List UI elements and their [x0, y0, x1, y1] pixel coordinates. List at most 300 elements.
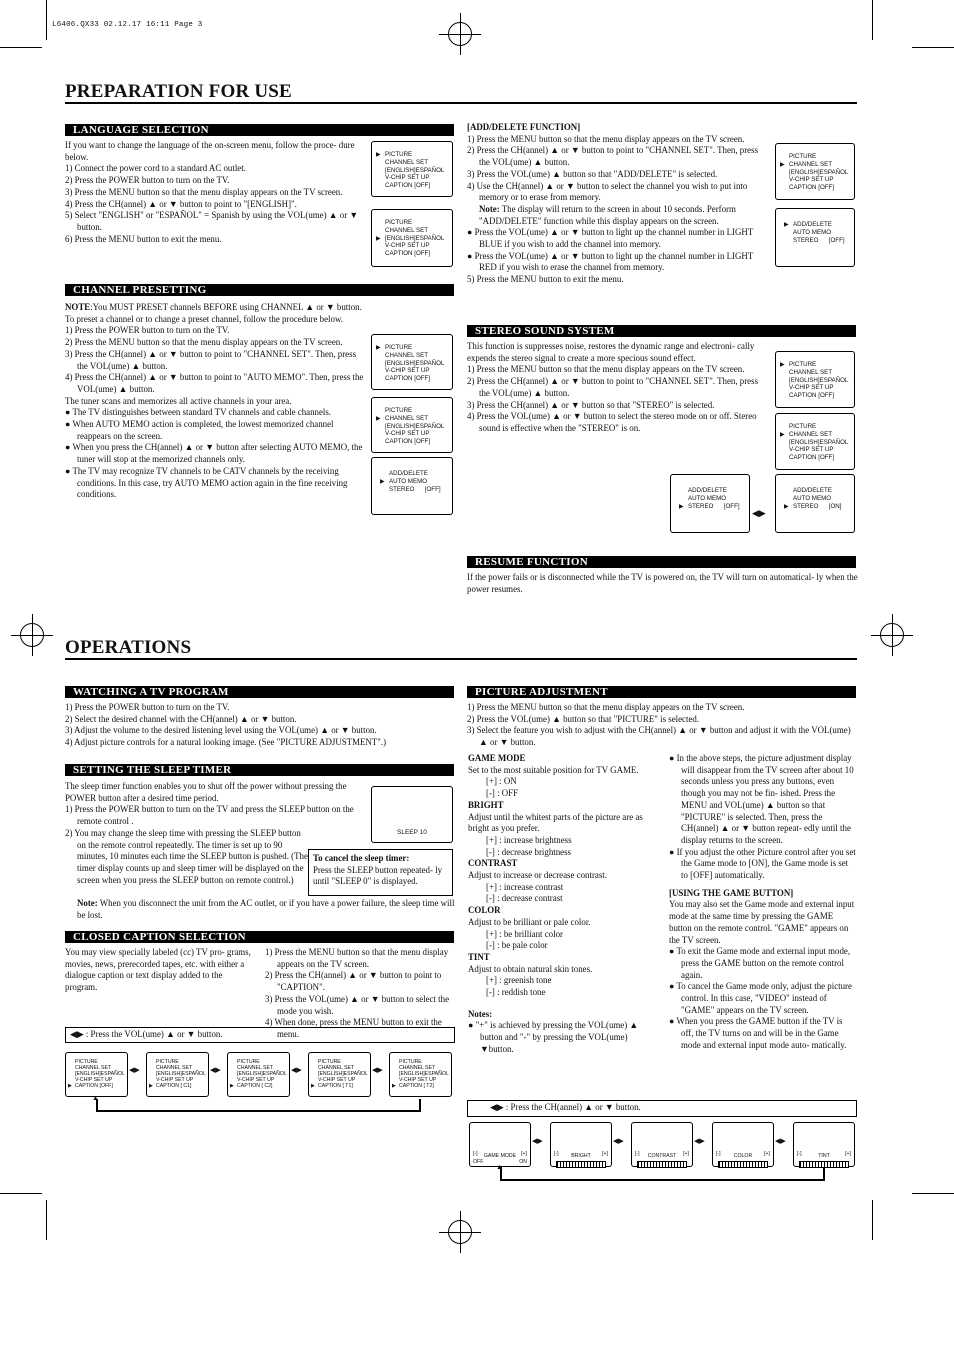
pointer-icon: ▶: [780, 430, 785, 438]
bullet-icon: ●: [467, 227, 473, 238]
registration-mark-icon: [20, 623, 44, 647]
section-rule: [65, 658, 857, 660]
bullet-icon: ●: [669, 846, 675, 857]
picture-step: 3) Select the feature you wish to adjust with the CH(annel) ▲ or ▼ button and adjust it with the VOL(ume) ▲ or ▼ button.: [467, 725, 851, 748]
slider-minus: [-]: [473, 1151, 478, 1157]
option-desc: Adjust until the whitest parts of the picture are as bright as you prefer.: [468, 811, 643, 834]
osd-line-text: CAPTION [ C2]: [237, 1083, 273, 1090]
osd-line: V-CHIP SET UP: [385, 367, 430, 375]
picture-instructions: [467, 702, 859, 749]
channel-step: 2) Press the MENU button so that the menu display appears on the TV screen.: [65, 337, 343, 348]
option-desc: Adjust to obtain natural skin tones.: [468, 963, 593, 974]
add-delete-step: 2) Press the CH(annel) ▲ or ▼ button to point to "CHANNEL SET". Then, press the VOL(ume) ▲ button.: [467, 145, 759, 168]
slider-plus: [+]: [764, 1151, 770, 1157]
osd-line: PICTURE: [789, 153, 817, 160]
notes-label: Notes:: [468, 1008, 493, 1019]
add-delete-heading: [ADD/DELETE FUNCTION]: [467, 122, 581, 132]
osd-menu-stereo-2: [775, 413, 855, 470]
bullet-text: The TV distinguishes between standard TV channels and cable channels.: [72, 407, 332, 418]
language-step: 6) Press the MENU button to exit the menu.: [65, 233, 222, 244]
cycle-arrow-line: [419, 1099, 421, 1112]
option-plus: [+] : increase brightness: [486, 834, 572, 845]
osd-line: CHANNEL SET: [385, 226, 429, 234]
option-title: GAME MODE: [468, 753, 526, 763]
osd-line: V-CHIP SET UP: [385, 174, 430, 182]
pointer-icon: ▶: [392, 1083, 396, 1090]
bullet-text: To cancel the Game mode only, adjust the picture control. In this case, "VIDEO" instead of "GAME" appears on the TV screen.: [676, 981, 852, 1015]
osd-menu-stereo-off: [670, 474, 750, 533]
add-delete-note: [467, 204, 763, 227]
channel-instructions: [65, 302, 367, 501]
osd-line: [ENGLISH]ESPAÑOL: [385, 234, 445, 242]
sleep-instructions: [65, 781, 367, 828]
double-arrow-icon: ◀▶: [129, 1066, 140, 1074]
osd-line: [149, 1083, 206, 1090]
option-desc: Adjust to increase or decrease contrast.: [468, 870, 607, 881]
osd-line: V-CHIP SET UP: [789, 176, 834, 184]
language-instructions: [65, 140, 367, 245]
osd-line: CAPTION [OFF]: [789, 454, 835, 462]
caption-step: 2) Press the CH(annel) ▲ or ▼ button to point to "CAPTION".: [265, 970, 442, 993]
osd-line: ADD/DELETE: [793, 487, 832, 494]
language-step: 5) Select "ENGLISH" or "ESPAÑOL" = Spanish by using the VOL(ume) ▲ or ▼ button.: [65, 210, 359, 232]
double-arrow-icon: ◀▶: [372, 1066, 383, 1074]
osd-line: CAPTION [OFF]: [789, 184, 835, 192]
cancel-sleep-box: [308, 849, 453, 896]
osd-line-text: CAPTION [OFF]: [75, 1083, 113, 1090]
osd-line: AUTO MEMO: [389, 477, 428, 485]
bullet-icon: ●: [669, 753, 675, 763]
osd-line: PICTURE: [385, 407, 413, 414]
option-minus: [-] : be pale color: [486, 940, 548, 951]
cycle-arrow-line: [500, 1179, 824, 1181]
crop-mark: [46, 0, 47, 40]
channel-presetting-heading: CHANNEL PRESETTING: [65, 284, 454, 296]
osd-menu-caption-1: [65, 1052, 128, 1097]
bullet-icon: ●: [65, 442, 71, 453]
bullet-icon: ●: [669, 981, 675, 992]
slider-minus: [-]: [797, 1151, 802, 1157]
osd-line: PICTURE: [789, 423, 817, 430]
double-arrow-icon: ◀▶: [210, 1066, 221, 1074]
crop-mark: [912, 1193, 954, 1194]
channel-intro: To preset a channel or to change a preset channel, follow the procedure below.: [65, 313, 344, 324]
language-intro: If you want to change the language of the on-screen menu, follow the proce- dure below.: [65, 140, 355, 162]
osd-line: [ENGLISH]ESPAÑOL: [385, 359, 445, 367]
osd-line-text: V-CHIP SET UP: [318, 1077, 356, 1084]
slider-label: COLOR: [733, 1153, 753, 1159]
option-desc: Adjust to be brilliant or pale color.: [468, 916, 591, 927]
pointer-icon: ▶: [679, 502, 684, 510]
section-title-operations: OPERATIONS: [65, 637, 192, 658]
picture-step: 2) Press the VOL(ume) ▲ button so that "PICTURE" is selected.: [467, 713, 700, 724]
watching-step: 2) Select the desired channel with the CH(annel) ▲ or ▼ button.: [65, 713, 297, 724]
option-title: BRIGHT: [468, 799, 504, 810]
add-delete-step: 1) Press the MENU button so that the menu display appears on the TV screen.: [467, 133, 745, 144]
osd-line: CHANNEL SET: [789, 368, 833, 376]
add-delete-step: 5) Press the MENU button to exit the menu.: [467, 274, 624, 285]
add-delete-step: 3) Press the VOL(ume) ▲ button so that "ADD/DELETE" is selected.: [467, 168, 718, 179]
osd-menu-stereo-1: [775, 351, 855, 408]
print-slug: L6406.QX33 02.12.17 16:11 Page 3: [52, 21, 203, 29]
crop-mark: [872, 0, 873, 40]
stereo-step: 1) Press the MENU button so that the menu display appears on the TV screen.: [467, 364, 745, 375]
slider-label: GAME MODE: [483, 1153, 517, 1159]
osd-menu-channel-1: [371, 334, 453, 390]
osd-line: SLEEP 10: [397, 829, 427, 836]
add-delete-step: 4) Use the CH(annel) ▲ or ▼ button to select the channel you wish to put into memory or to erase from memory.: [467, 180, 748, 203]
osd-menu-add-delete-2: [775, 208, 855, 267]
osd-sleep-display: [371, 786, 453, 843]
note-text: :You MUST PRESET channels BEFORE using CHANNEL ▲ or ▼ button.: [90, 302, 362, 312]
option-desc: Set to the most suitable position for TV GAME.: [468, 764, 639, 775]
caption-intro: You may view specially labeled (cc) TV pro- grams, movies, news, prerecorded tapes, etc. with either a dialogue caption or text display added to the program.: [65, 947, 251, 993]
osd-line: ADD/DELETE: [793, 221, 832, 228]
osd-line: STEREO [OFF]: [389, 485, 441, 493]
language-step: 3) Press the MENU button so that the menu display appears on the TV screen.: [65, 186, 343, 197]
osd-line-text: CHANNEL SET: [399, 1065, 436, 1072]
caption-legend: [65, 1027, 455, 1043]
crop-mark: [0, 47, 42, 48]
double-arrow-icon: ◀▶: [775, 1137, 786, 1145]
osd-line: CHANNEL SET: [385, 351, 429, 359]
note-label: NOTE: [65, 302, 91, 312]
bullet-text: When AUTO MEMO action is completed, the lowest memorized channel reappears on the screen.: [72, 419, 334, 441]
game-bullet: [669, 981, 857, 1016]
slider-label: BRIGHT: [571, 1153, 591, 1159]
channel-bullet: [65, 466, 367, 501]
bullet-icon: ●: [467, 250, 473, 261]
picture-step: 1) Press the MENU button so that the menu display appears on the TV screen.: [467, 702, 745, 712]
slider-plus: [+]: [521, 1151, 527, 1157]
osd-line: [392, 1083, 449, 1090]
sleep-note: [65, 898, 455, 921]
picture-options: [468, 753, 658, 1056]
option-minus: [-] : decrease contrast: [486, 893, 563, 904]
stereo-step: 2) Press the CH(annel) ▲ or ▼ button to point to "CHANNEL SET". Then, press the VOL(ume) ▲ button.: [467, 376, 759, 398]
osd-line: ADD/DELETE: [688, 487, 727, 494]
stereo-sound-heading: STEREO SOUND SYSTEM: [467, 325, 856, 337]
note-label: Note:: [77, 898, 98, 908]
osd-line-text: [ENGLISH]ESPAÑOL: [156, 1071, 206, 1078]
crop-mark: [872, 1200, 873, 1240]
sleep-intro: The sleep timer function enables you to shut off the power without pressing the POWER button after a desired time period.: [65, 781, 347, 803]
bullet-icon: ●: [65, 407, 71, 418]
osd-menu-channel-3: [371, 457, 453, 515]
double-arrow-icon: ◀▶: [613, 1137, 624, 1145]
slider-bar: [718, 1161, 768, 1168]
picture-legend: [467, 1100, 857, 1117]
osd-line-text: V-CHIP SET UP: [156, 1077, 194, 1084]
stereo-step: 3) Press the CH(annel) ▲ or ▼ button so that "STEREO" is selected.: [467, 399, 715, 410]
osd-line-text: V-CHIP SET UP: [75, 1077, 113, 1084]
osd-line: V-CHIP SET UP: [789, 446, 834, 454]
note-label: Note:: [479, 203, 500, 214]
notes-text: "+" is achieved by pressing the VOL(ume) ▲ button and "-" by pressing the VOL(ume) ▼button.: [475, 1020, 639, 1054]
osd-line: CAPTION [OFF]: [385, 438, 431, 446]
osd-menu-caption-3: [227, 1052, 290, 1097]
pointer-icon: ▶: [380, 477, 385, 485]
game-button-heading: [USING THE GAME BUTTON]: [669, 887, 794, 898]
caption-step: 1) Press the MENU button so that the menu display appears on the TV screen.: [265, 947, 449, 969]
pointer-icon: ▶: [149, 1083, 153, 1090]
osd-menu-language-2: [371, 209, 453, 267]
picture-legend-text: : Press the CH(annel) ▲ or ▼ button.: [505, 1102, 641, 1112]
osd-line-text: CHANNEL SET: [156, 1065, 193, 1072]
osd-slider-5: [793, 1122, 855, 1167]
bullet-text: When you press the GAME button if the TV is off, the TV turns on and will be in the Game mode and external input mode auto- matically.: [676, 1016, 847, 1050]
osd-line: [311, 1083, 368, 1090]
bullet-icon: ●: [669, 1016, 675, 1027]
osd-line-text: CAPTION [ T2]: [399, 1083, 434, 1090]
osd-line-text: CAPTION [ T1]: [318, 1083, 353, 1090]
pointer-icon: ▶: [376, 151, 381, 158]
osd-line: CAPTION [OFF]: [385, 250, 431, 258]
double-arrow-icon: ◀▶: [752, 508, 766, 518]
bullet-text: To exit the Game mode and external input mode, press the GAME button on the remote control again.: [676, 946, 851, 980]
stereo-step: 4) Press the VOL(ume) ▲ or ▼ button to select the stereo mode on or off. Stereo sound is effective when the "STEREO" is on.: [467, 411, 757, 433]
osd-line: [230, 1083, 287, 1090]
slider-bar: [556, 1161, 606, 1168]
option-title: CONTRAST: [468, 858, 518, 869]
watching-tv-heading: WATCHING A TV PROGRAM: [65, 686, 454, 698]
slider-minus: [-]: [554, 1151, 559, 1157]
arrow-up-icon: ▲: [496, 1163, 503, 1171]
watching-step: 4) Adjust picture controls for a natural looking image. (See "PICTURE ADJUSTMENT".): [65, 737, 387, 748]
osd-menu-caption-2: [146, 1052, 209, 1097]
option-title: COLOR: [468, 905, 501, 916]
slider-on-label: ON: [519, 1159, 527, 1165]
osd-line-text: CHANNEL SET: [75, 1065, 112, 1072]
pointer-icon: ▶: [376, 234, 381, 242]
picture-right-column: [669, 753, 857, 1052]
osd-line-text: PICTURE: [399, 1059, 422, 1065]
option-plus: [+] : ON: [486, 776, 517, 787]
double-arrow-icon: ◀▶: [490, 1102, 504, 1112]
pointer-icon: ▶: [376, 414, 381, 422]
slider-label: TINT: [818, 1153, 830, 1159]
osd-slider-3: [631, 1122, 693, 1167]
double-arrow-icon: ◀▶: [532, 1137, 543, 1145]
stereo-instructions: [467, 341, 765, 435]
language-selection-heading: LANGUAGE SELECTION: [65, 124, 454, 136]
osd-line: CHANNEL SET: [385, 414, 429, 422]
osd-line: V-CHIP SET UP: [385, 430, 430, 438]
osd-line: PICTURE: [385, 151, 413, 158]
osd-line: [ENGLISH]ESPAÑOL: [385, 422, 445, 430]
osd-line: [ENGLISH]ESPAÑOL: [789, 168, 849, 176]
stereo-intro: This function is suppresses noise, restores the dynamic range and electroni- cally expends the stereo signal to create a more specious sound effect.: [467, 341, 755, 363]
bullet-text: When you press the CH(annel) ▲ or ▼ button after selecting AUTO MEMO, the tuner will stop at the memorized channels only.: [72, 442, 363, 465]
pointer-icon: ▶: [311, 1083, 315, 1090]
channel-bullet: [65, 419, 367, 442]
osd-menu-add-delete-1: [775, 143, 855, 200]
arrow-up-icon: ▲: [92, 1094, 99, 1102]
bullet-icon: ●: [65, 419, 71, 430]
osd-line-text: [ENGLISH]ESPAÑOL: [237, 1071, 287, 1078]
osd-menu-language-1: [371, 141, 453, 197]
section-rule: [65, 102, 857, 104]
osd-line: STEREO [OFF]: [793, 236, 845, 244]
pointer-icon: ▶: [780, 361, 785, 368]
pointer-icon: ▶: [230, 1083, 234, 1090]
language-step: 2) Press the POWER button to turn on the TV.: [65, 175, 230, 186]
osd-line-text: [ENGLISH]ESPAÑOL: [75, 1071, 125, 1078]
osd-line-text: CHANNEL SET: [318, 1065, 355, 1072]
closed-caption-heading: CLOSED CAPTION SELECTION: [65, 931, 454, 943]
add-delete-bullet: [467, 227, 763, 250]
double-arrow-icon: ◀▶: [694, 1137, 705, 1145]
resume-text: If the power fails or is disconnected while the TV is powered on, the TV will turn on automatical- ly when the power resumes.: [467, 572, 858, 594]
cycle-arrow-line: [96, 1110, 420, 1112]
osd-line: AUTO MEMO: [793, 228, 832, 236]
bullet-icon: ●: [65, 465, 71, 476]
game-bullet: [669, 946, 857, 981]
osd-line: [ENGLISH]ESPAÑOL: [789, 376, 849, 384]
osd-line: CHANNEL SET: [789, 160, 833, 168]
osd-slider-4: [712, 1122, 774, 1167]
slider-label: CONTRAST: [647, 1153, 677, 1159]
osd-menu-channel-2: [371, 397, 453, 453]
osd-line: STEREO [OFF]: [688, 502, 740, 510]
osd-line-text: CAPTION [ C1]: [156, 1083, 192, 1090]
osd-line: V-CHIP SET UP: [789, 384, 834, 392]
osd-slider-2: [550, 1122, 612, 1167]
watching-instructions: [65, 702, 457, 749]
osd-line-text: V-CHIP SET UP: [399, 1077, 437, 1084]
option-minus: [-] : OFF: [486, 788, 519, 799]
slider-minus: [-]: [716, 1151, 721, 1157]
osd-line-text: CHANNEL SET: [237, 1065, 274, 1072]
channel-bullet: [65, 442, 367, 465]
sleep-step: 1) Press the POWER button to turn on the TV and press the SLEEP button on the remote control .: [65, 804, 354, 827]
option-plus: [+] : increase contrast: [486, 881, 564, 892]
slider-plus: [+]: [602, 1151, 608, 1157]
osd-line: CAPTION [OFF]: [385, 375, 431, 383]
osd-line-text: V-CHIP SET UP: [237, 1077, 275, 1084]
option-minus: [-] : reddish tone: [486, 987, 546, 998]
osd-line: CHANNEL SET: [789, 430, 833, 438]
pointer-icon: ▶: [780, 160, 785, 168]
bullet-text: If you adjust the other Picture control after you set the Game mode to [ON], the Game mode is set to [OFF] automatically.: [676, 846, 856, 881]
picture-bullet: [669, 753, 857, 847]
crop-mark: [46, 1200, 47, 1240]
game-bullet: [669, 1016, 857, 1051]
channel-after: The tuner scans and memorizes all active channels in your area.: [65, 395, 292, 406]
slider-off-label: OFF: [473, 1159, 484, 1165]
section-title-preparation: PREPARATION FOR USE: [65, 81, 292, 102]
osd-line: [ENGLISH]ESPAÑOL: [789, 438, 849, 446]
osd-slider-1: [469, 1122, 531, 1167]
osd-line: PICTURE: [789, 361, 817, 368]
caption-step: 3) Press the VOL(ume) ▲ or ▼ button to select the mode you wish.: [265, 993, 450, 1016]
language-step: 4) Press the CH(annel) ▲ or ▼ button to point to "[ENGLISH]".: [65, 198, 297, 209]
osd-line: STEREO [ON]: [793, 502, 842, 510]
option-minus: [-] : decrease brightness: [486, 846, 572, 857]
slider-bar: [637, 1161, 687, 1168]
osd-menu-stereo-on: [775, 474, 855, 533]
double-arrow-icon: ◀▶: [70, 1029, 84, 1039]
caption-legend-text: : Press the VOL(ume) ▲ or ▼ button.: [85, 1029, 223, 1039]
option-plus: [+] : be brilliant color: [486, 928, 563, 939]
osd-line: AUTO MEMO: [688, 494, 727, 502]
osd-line-text: PICTURE: [318, 1059, 341, 1065]
pointer-icon: ▶: [68, 1083, 72, 1090]
crop-mark: [0, 1193, 42, 1194]
osd-line-text: PICTURE: [237, 1059, 260, 1065]
bullet-text: In the above steps, the picture adjustment display will disappear from the TV screen after about 10 seconds unless you press any buttons, even though you may not be fin- ished. Press the MENU and VOL(ume) ▲ button so that "PICTURE" is selected. Then, press the CH(annel) ▲ or ▼ button repeat- edly until the display returns to the screen.: [676, 753, 854, 845]
cycle-arrow-line: [823, 1167, 825, 1181]
osd-line: PICTURE: [385, 219, 413, 226]
osd-line: V-CHIP SET UP: [385, 242, 430, 250]
osd-line: CAPTION [OFF]: [385, 182, 431, 190]
add-delete-instructions: [467, 122, 763, 286]
caption-step: 4) When done, press the MENU button to exit the menu.: [265, 1017, 442, 1039]
picture-adjustment-heading: PICTURE ADJUSTMENT: [467, 686, 856, 698]
registration-mark-icon: [880, 623, 904, 647]
sleep-step-2: [65, 828, 310, 887]
note-text: The display will return to the screen in about 10 seconds. Perform "ADD/DELETE" function while this display appears on the screen.: [479, 203, 736, 226]
cancel-sleep-title: To cancel the sleep timer:: [313, 853, 410, 863]
osd-line: ADD/DELETE: [389, 470, 428, 477]
bullet-icon: ●: [669, 946, 675, 957]
cancel-sleep-text: Press the SLEEP button repeated- ly until "SLEEP 0" is displayed.: [313, 864, 443, 887]
picture-bullet: [669, 847, 857, 882]
pointer-icon: ▶: [376, 344, 381, 351]
double-arrow-icon: ◀▶: [291, 1066, 302, 1074]
watching-step: 3) Adjust the volume to the desired listening level using the VOL(ume) ▲ or ▼ button.: [65, 725, 377, 736]
pointer-icon: ▶: [784, 221, 789, 228]
slider-plus: [+]: [845, 1151, 851, 1157]
language-step: 1) Connect the power cord to a standard AC outlet.: [65, 163, 246, 174]
osd-menu-caption-5: [389, 1052, 452, 1097]
channel-step: 1) Press the POWER button to turn on the TV.: [65, 325, 230, 336]
bullet-text: The TV may recognize TV channels to be CATV channels by the receiving conditions. In this case, try AUTO MEMO action again in the fine receiving conditions.: [72, 465, 348, 500]
channel-bullet: [65, 407, 367, 419]
crop-mark: [912, 47, 954, 48]
resume-function-heading: RESUME FUNCTION: [467, 556, 856, 568]
channel-step: 3) Press the CH(annel) ▲ or ▼ button to point to "CHANNEL SET". Then, press the VOL(ume) ▲ button.: [65, 348, 357, 371]
slider-minus: [-]: [635, 1151, 640, 1157]
osd-line-text: [ENGLISH]ESPAÑOL: [399, 1071, 449, 1078]
channel-note: [65, 302, 455, 314]
osd-menu-caption-4: [308, 1052, 371, 1097]
slider-plus: [+]: [683, 1151, 689, 1157]
osd-line: CHANNEL SET: [385, 158, 429, 166]
pointer-icon: ▶: [784, 502, 789, 510]
bullet-icon: ●: [468, 1020, 474, 1031]
option-title: TINT: [468, 951, 490, 962]
watching-step: 1) Press the POWER button to turn on the TV.: [65, 702, 230, 712]
osd-line: CAPTION [OFF]: [789, 392, 835, 400]
add-delete-bullet: [467, 251, 763, 274]
osd-line: AUTO MEMO: [793, 494, 832, 502]
osd-line-text: [ENGLISH]ESPAÑOL: [318, 1071, 368, 1078]
game-button-text: You may also set the Game mode and external input mode at the same time by pressing the GAME button on the remote control. "GAME" appears on the TV screen.: [669, 899, 855, 945]
osd-line-text: PICTURE: [156, 1059, 179, 1065]
registration-mark-icon: [448, 1220, 472, 1244]
osd-line-text: PICTURE: [75, 1059, 98, 1065]
channel-step: 4) Press the CH(annel) ▲ or ▼ button to point to "AUTO MEMO". Then, press the VOL(ume) ▲ button.: [65, 372, 364, 394]
bullet-text: Press the VOL(ume) ▲ or ▼ button to light up the channel number in LIGHT RED if you wish to erase the channel from memory.: [474, 250, 754, 273]
option-plus: [+] : greenish tone: [486, 975, 552, 986]
sleep-step: 2) You may change the sleep time with pressing the SLEEP button on the remote control repeatedly. The timer is set up to 90 minutes, 10 minutes each time the SLEEP button is pushed. (The timer display counts up and sleep timer will be displayed on the screen when you press the SLEEP button on remote control.): [65, 828, 308, 885]
sleep-timer-heading: SETTING THE SLEEP TIMER: [65, 764, 454, 776]
bullet-text: Press the VOL(ume) ▲ or ▼ button to light up the channel number in LIGHT BLUE if you wish to add the channel into memory.: [474, 227, 754, 250]
note-text: When you disconnect the unit from the AC outlet, or if you have a power failure, the sleep time will be lost.: [77, 898, 455, 920]
registration-mark-icon: [448, 22, 472, 46]
osd-line: [68, 1083, 125, 1090]
